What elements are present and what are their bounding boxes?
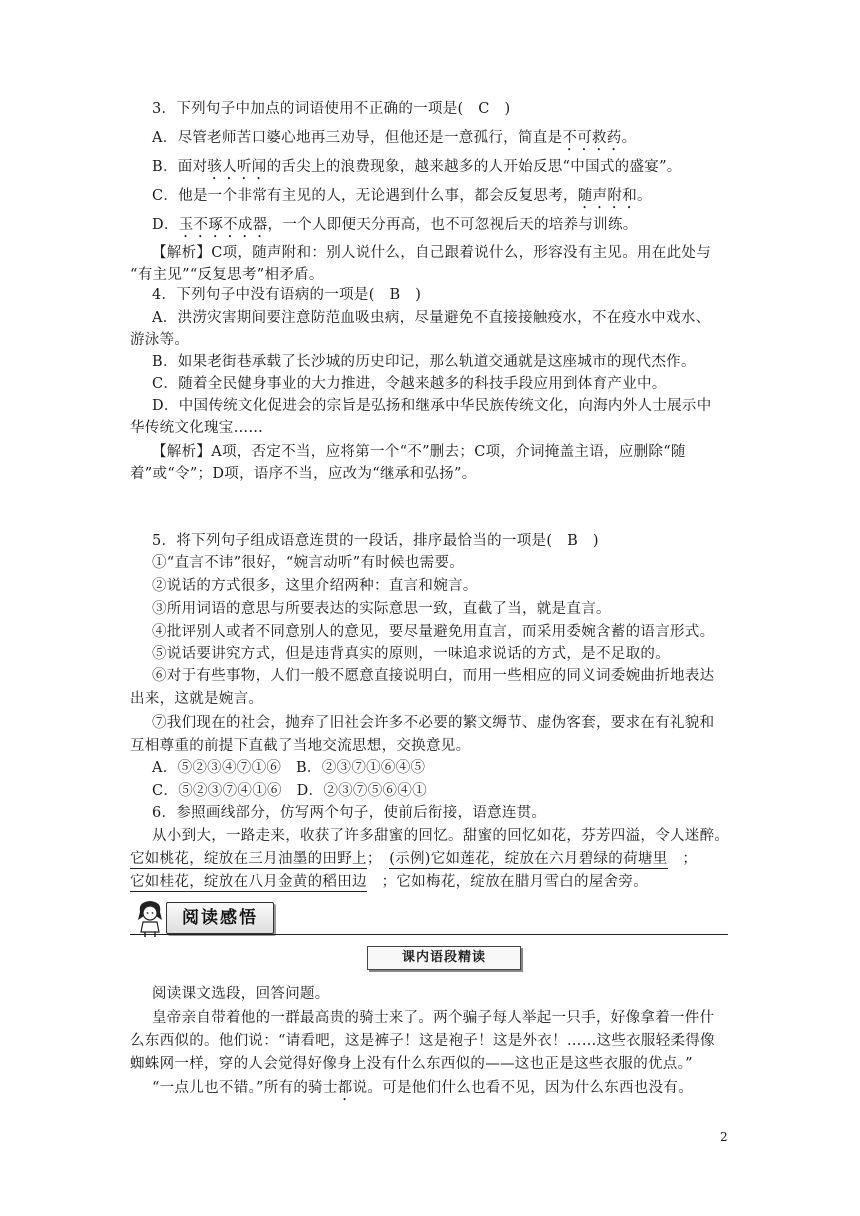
q5-sentence-6-line2: 出来，这就是婉言。 bbox=[130, 691, 264, 707]
reading-p1-line3: 蜘蛛网一样，穿的人会觉得好像身上没有什么东西似的——这也正是这些衣服的优点。” bbox=[130, 1056, 693, 1072]
q5-options-cd: C．⑤②③⑦④①⑥ D．②③⑦⑤⑥④① bbox=[152, 783, 427, 799]
q3-analysis-line2: “有主见”“反复思考”相矛盾。 bbox=[130, 267, 324, 283]
section-title-banner: 阅读感悟 bbox=[166, 902, 274, 934]
q3-option-a: A．尽管老师苦口婆心地再三劝导，但他还是一意孤行，简直是不可救药。 bbox=[152, 130, 637, 146]
q4-stem: 4．下列句子中没有语病的一项是( B ) bbox=[152, 287, 422, 303]
q6-answer-osmanthus: 它如桂花，绽放在八月金黄的稻田边 bbox=[130, 874, 367, 890]
page-number: 2 bbox=[720, 1130, 728, 1144]
q5-stem: 5．将下列句子组成语意连贯的一段话，排序最恰当的一项是( B ) bbox=[152, 533, 599, 549]
q5-sentence-7-line1: ⑦我们现在的社会，抛弃了旧社会许多不必要的繁文缛节、虚伪客套，要求在有礼貌和 bbox=[152, 715, 715, 731]
q4-option-d-line2: 华传统文化瑰宝…… bbox=[130, 420, 264, 436]
q3-analysis-line1: 【解析】C项，随声附和：别人说什么，自己跟着说什么，形容没有主见。用在此处与 bbox=[152, 245, 711, 261]
section-divider bbox=[130, 934, 728, 935]
q5-sentence-4: ④批评别人或者不同意别人的意见，要尽量避免用直言，而采用委婉含蓄的语言形式。 bbox=[152, 624, 715, 640]
q6-line1: 它如桃花，绽放在三月油墨的田野上； (示例)它如莲花，绽放在六月碧绿的荷塘里 ； bbox=[130, 851, 698, 867]
reading-p2: “一点儿也不错。”所有的骑士都说。可是他们什么也看不见，因为什么东西也没有。 bbox=[152, 1080, 693, 1096]
q4-option-b: B．如果老街巷承载了长沙城的历史印记，那么轨道交通就是这座城市的现代杰作。 bbox=[152, 354, 696, 370]
q5-sentence-5: ⑤说话要讲究方式，但是违背真实的原则，一味追求说话的方式，是不足取的。 bbox=[152, 646, 670, 662]
q4-option-a-line2: 游泳等。 bbox=[130, 332, 190, 348]
q4-option-c: C．随着全民健身事业的大力推进，令越来越多的科技手段应用到体育产业中。 bbox=[152, 376, 667, 392]
q3-option-b: B．面对骇人听闻的舌尖上的浪费现象，越来越多的人开始反思“中国式的盛宴”。 bbox=[152, 159, 682, 175]
q5-sentence-2: ②说话的方式很多，这里介绍两种：直言和婉言。 bbox=[152, 578, 478, 594]
q3-stem: 3．下列句子中加点的词语使用不正确的一项是( C ) bbox=[152, 101, 511, 117]
q4-analysis-line1: 【解析】A项，否定不当，应将第一个“不”删去；C项，介词掩盖主语，应删除“随 bbox=[152, 444, 686, 460]
reading-p1-line1: 皇帝亲自带着他的一群最高贵的骑士来了。两个骗子每人举起一只手，好像拿着一件什 bbox=[152, 1010, 715, 1026]
q3-option-d: D．玉不琢不成器，一个人即便天分再高，也不可忽视后天的培养与训练。 bbox=[152, 217, 638, 233]
q3-option-c: C．他是一个非常有主见的人，无论遇到什么事，都会反复思考，随声附和。 bbox=[152, 188, 652, 204]
q6-intro: 从小到大，一路走来，收获了许多甜蜜的回忆。甜蜜的回忆如花，芬芳四溢，令人迷醉。 bbox=[152, 828, 730, 844]
q6-line2: 它如桂花，绽放在八月金黄的稻田边 ；它如梅花，绽放在腊月雪白的屋舍旁。 bbox=[130, 874, 649, 890]
q6-underlined-peach: 它如桃花，绽放在三月油墨的田野上 bbox=[130, 851, 367, 867]
q6-example-answer: (示例)它如莲花，绽放在六月碧绿的荷塘里 bbox=[389, 851, 668, 867]
q5-sentence-7-line2: 互相尊重的前提下直截了当地交流思想，交换意见。 bbox=[130, 738, 471, 754]
q4-option-d-line1: D．中国传统文化促进会的宗旨是弘扬和继承中华民族传统文化，向海内外人士展示中 bbox=[152, 398, 712, 414]
reading-p1-line2: 么东西似的。他们说：“请看吧，这是裤子！这是袍子！这是外衣！……这些衣服轻柔得像 bbox=[130, 1033, 715, 1049]
q4-analysis-line2: 着”或“令”；D项，语序不当，应改为“继承和弘扬”。 bbox=[130, 466, 477, 482]
q5-options-ab: A．⑤②③④⑦①⑥ B．②③⑦①⑥④⑤ bbox=[152, 760, 426, 776]
q5-sentence-6-line1: ⑥对于有些事物，人们一般不愿意直接说明白，而用一些相应的同义词委婉曲折地表达 bbox=[152, 668, 715, 684]
reading-girl-icon bbox=[132, 898, 168, 938]
q5-sentence-1: ①“直言不讳”很好，“婉言动听”有时候也需要。 bbox=[152, 555, 465, 571]
reading-intro: 阅读课文选段，回答问题。 bbox=[152, 986, 330, 1002]
q5-sentence-3: ③所用词语的意思与所要表达的实际意思一致，直截了当，就是直言。 bbox=[152, 601, 611, 617]
q6-stem: 6．参照画线部分，仿写两个句子，使前后衔接，语意连贯。 bbox=[152, 805, 547, 821]
section-subtitle: 课内语段精读 bbox=[367, 946, 521, 970]
q4-option-a-line1: A．洪涝灾害期间要注意防范血吸虫病，尽量避免不直接接触疫水，不在疫水中戏水、 bbox=[152, 310, 711, 326]
